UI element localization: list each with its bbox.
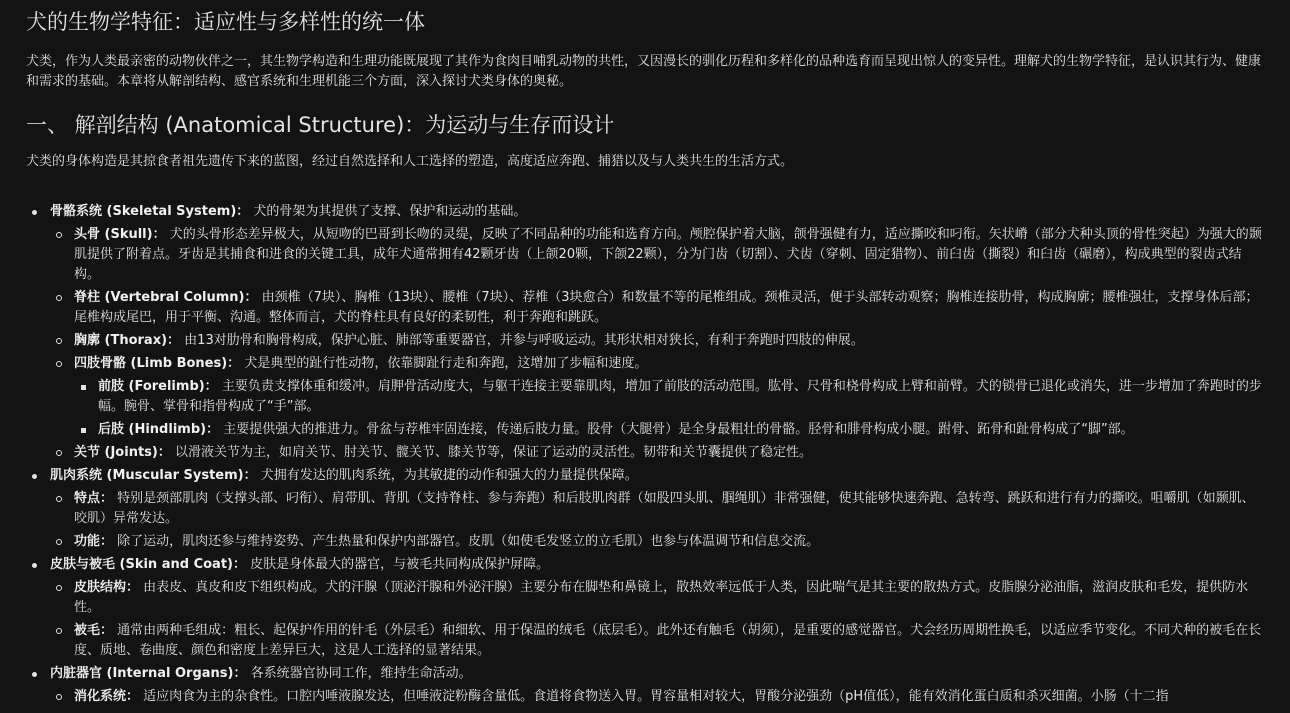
item-label: 胸廓 (Thorax)： xyxy=(74,333,181,348)
skin-sublist xyxy=(50,578,1264,661)
list-item-skin xyxy=(26,555,1264,661)
item-label: 被毛： xyxy=(74,623,114,638)
anatomy-list xyxy=(26,202,1264,707)
list-item-limbs xyxy=(50,354,1264,440)
list-item-spine xyxy=(50,288,1264,328)
item-label: 后肢 (Hindlimb)： xyxy=(98,422,220,437)
item-label: 功能： xyxy=(74,534,114,549)
list-item-joints xyxy=(50,443,1264,463)
item-text: 犬拥有发达的肌肉系统，为其敏捷的动作和强大的力量提供保障。 xyxy=(256,468,638,483)
list-item-skull xyxy=(50,225,1264,285)
item-label: 肌肉系统 (Muscular System)： xyxy=(50,468,257,483)
item-label: 脊柱 (Vertebral Column)： xyxy=(74,290,258,305)
item-text: 特别是颈部肌肉（支撑头部、叼衔）、肩带肌、背肌（支持脊柱、参与奔跑）和后肢肌肉群（如股四头肌、腘绳肌）非常强健，使其能够快速奔跑、急转弯、跳跃和进行有力的撕咬。咀嚼肌（如颞肌、咬肌）异常发达。 xyxy=(74,491,1255,526)
list-item-forelimb xyxy=(74,377,1264,417)
item-label: 关节 (Joints)： xyxy=(74,445,171,460)
item-label: 消化系统： xyxy=(74,689,140,704)
list-item-coat xyxy=(50,621,1264,661)
item-text: 犬是典型的趾行性动物，依靠脚趾行走和奔跑，这增加了步幅和速度。 xyxy=(240,356,648,371)
item-text: 犬的骨架为其提供了支撑、保护和运动的基础。 xyxy=(249,204,527,219)
section-heading: 一、 解剖结构 (Anatomical Structure)：为运动与生存而设计 xyxy=(26,113,615,137)
item-label: 特点： xyxy=(74,491,114,506)
item-text: 由表皮、真皮和皮下组织构成。犬的汗腺（顶泌汗腺和外泌汗腺）主要分布在脚垫和鼻镜上，散热效率远低于人类，因此喘气是其主要的散热方式。皮脂腺分泌油脂，滋润皮肤和毛发，提供防水性。 xyxy=(74,580,1249,615)
item-label: 前肢 (Forelimb)： xyxy=(98,379,218,394)
muscular-sublist xyxy=(50,489,1264,552)
item-text: 由颈椎（7块）、胸椎（13块）、腰椎（7块）、荐椎（3块愈合）和数量不等的尾椎组成。颈椎灵活，便于头部转动观察；胸椎连接肋骨，构成胸廓；腰椎强壮，支撑身体后部；尾椎构成尾巴，用于平衡、沟通。整体而言，犬的脊柱具有良好的柔韧性，利于奔跑和跳跃。 xyxy=(74,290,1259,325)
list-item-skeletal xyxy=(26,202,1264,463)
item-label: 皮肤与被毛 (Skin and Coat)： xyxy=(50,557,246,572)
section-intro: 犬类的身体构造是其掠食者祖先遗传下来的蓝图，经过自然选择和人工选择的塑造，高度适应奔跑、捕猎以及与人类共生的生活方式。 xyxy=(26,154,794,169)
list-item-digestive xyxy=(50,687,1264,707)
item-text: 以滑液关节为主，如肩关节、肘关节、髋关节、膝关节等，保证了运动的灵活性。韧带和关节囊提供了稳定性。 xyxy=(170,445,812,460)
item-label: 头骨 (Skull)： xyxy=(74,227,166,242)
list-item-muscular xyxy=(26,466,1264,552)
item-text: 通常由两种毛组成：粗长、起保护作用的针毛（外层毛）和细软、用于保温的绒毛（底层毛）。此外还有触毛（胡须），是重要的感觉器官。犬会经历周期性换毛，以适应季节变化。不同犬种的被毛在长度、质地、卷曲度、颜色和密度上差异巨大，这是人工选择的显著结果。 xyxy=(74,623,1262,658)
organs-sublist xyxy=(50,687,1264,707)
item-text: 主要负责支撑体重和缓冲。肩胛骨活动度大，与躯干连接主要靠肌肉，增加了前肢的活动范围。肱骨、尺骨和桡骨构成上臂和前臂。犬的锁骨已退化或消失，进一步增加了奔跑时的步幅。腕骨、掌骨和指骨构成了“手”部。 xyxy=(98,379,1262,414)
item-text: 除了运动，肌肉还参与维持姿势、产生热量和保护内部器官。皮肌（如使毛发竖立的立毛肌）也参与体温调节和信息交流。 xyxy=(113,534,820,549)
item-label: 四肢骨骼 (Limb Bones)： xyxy=(74,356,241,371)
item-label: 内脏器官 (Internal Organs)： xyxy=(50,666,247,681)
item-text: 主要提供强大的推进力。骨盆与荐椎牢固连接，传递后肢力量。股骨（大腿骨）是全身最粗壮的骨骼。胫骨和腓骨构成小腿。跗骨、跖骨和趾骨构成了“脚”部。 xyxy=(219,422,1134,437)
list-item-hindlimb xyxy=(74,420,1264,440)
skeletal-sublist xyxy=(50,225,1264,463)
item-text: 皮肤是身体最大的器官，与被毛共同构成保护屏障。 xyxy=(245,557,550,572)
item-text: 适应肉食为主的杂食性。口腔内唾液腺发达，但唾液淀粉酶含量低。食道将食物送入胃。胃容量相对较大，胃酸分泌强劲（pH值低），能有效消化蛋白质和杀灭细菌。小肠（十二指 xyxy=(139,689,1169,704)
list-item-skin-structure xyxy=(50,578,1264,618)
item-text: 犬的头骨形态差异极大，从短吻的巴哥到长吻的灵缇，反映了不同品种的功能和选育方向。颅腔保护着大脑，颌骨强健有力，适应撕咬和叼衔。矢状嵴（部分犬种头顶的骨性突起）为强大的颞肌提供了附着点。牙齿是其捕食和进食的关键工具，成年犬通常拥有42颗牙齿（上颌20颗，下颌22颗），分为门齿（切割）、犬齿（穿刺、固定猎物）、前臼齿（撕裂）和臼齿（碾磨），构成典型的裂齿式结构。 xyxy=(74,227,1262,282)
item-text: 由13对肋骨和胸骨构成，保护心脏、肺部等重要器官，并参与呼吸运动。其形状相对狭长，有利于奔跑时四肢的伸展。 xyxy=(180,333,864,348)
list-item-organs xyxy=(26,664,1264,707)
item-text: 各系统器官协同工作，维持生命活动。 xyxy=(246,666,472,681)
item-label: 皮肤结构： xyxy=(74,580,140,595)
list-item-thorax xyxy=(50,331,1264,351)
item-label: 骨骼系统 (Skeletal System)： xyxy=(50,204,250,219)
list-item-muscle-function xyxy=(50,532,1264,552)
limbs-sublist xyxy=(74,377,1264,440)
page-title: 犬的生物学特征：适应性与多样性的统一体 xyxy=(26,10,425,34)
list-item-muscle-features xyxy=(50,489,1264,529)
intro-paragraph: 犬类，作为人类最亲密的动物伙伴之一，其生物学构造和生理功能既展现了其作为食肉目哺乳动物的共性，又因漫长的驯化历程和多样化的品种选育而呈现出惊人的变异性。理解犬的生物学特征，是认识其行为、健康和需求的基础。本章将从解剖结构、感官系统和生理机能三个方面，深入探讨犬类身体的奥秘。 xyxy=(26,54,1262,89)
